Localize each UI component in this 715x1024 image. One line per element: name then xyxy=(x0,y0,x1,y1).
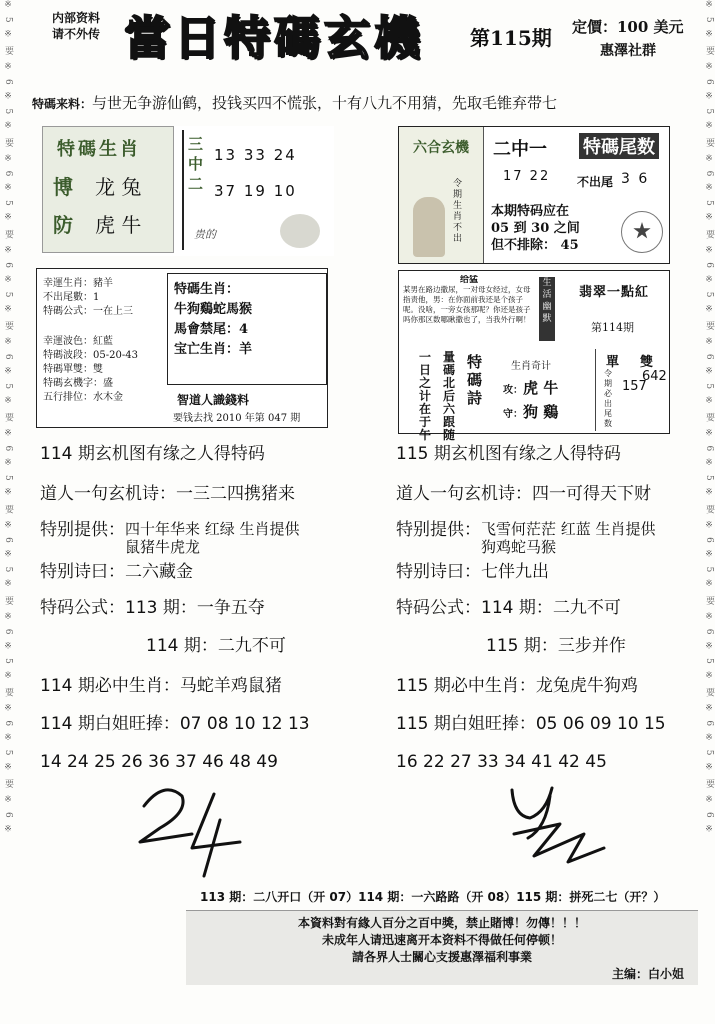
single-double-box xyxy=(595,349,668,431)
guard-zodiacs: 虎 牛 xyxy=(95,213,142,237)
liuhe-title: 六合玄機 xyxy=(413,140,469,156)
tail-exclude-value: 3 6 xyxy=(621,171,650,187)
left-line-4: 特别诗曰：二六藏金 xyxy=(40,562,193,582)
results-line: 113 期：二八开口（开 07）114 期：一六路路（开 08）115 期：拼死二七（开？） xyxy=(200,890,666,904)
lucky-list xyxy=(43,277,165,405)
lost-zodiac: 宝亡生肖：羊 xyxy=(174,342,253,357)
vertical-line-2: 量碼北后六跟随 xyxy=(443,350,456,442)
range-line1: 本期特码应在 xyxy=(491,204,570,219)
lucky-item-6: 特碼單雙：雙 xyxy=(43,364,103,375)
zodiac-strategy-header: 生肖奇计 xyxy=(511,361,551,372)
left-line-1: 114 期玄机图有缘之人得特码 xyxy=(40,444,265,464)
three-in-two-row2: 37 19 10 xyxy=(214,182,297,200)
panel-jade-red xyxy=(398,270,670,442)
humor-tag: 生活幽默 xyxy=(539,277,555,341)
lucky-item-1: 幸運生肖：豬羊 xyxy=(43,278,113,289)
footer-line-3: 請各界人士關心支援惠澤福利事業 xyxy=(351,950,532,964)
left-line-8: 114 期白姐旺捧：07 08 10 12 13 xyxy=(40,714,310,734)
editor-credit: 主编：白小姐 xyxy=(611,967,684,981)
range-line2: 05 到 30 之间 xyxy=(491,221,580,236)
signature: 贵的 xyxy=(194,228,216,241)
right-line-2: 道人一句玄机诗：四一可得天下财 xyxy=(396,484,651,504)
issue-number: 第115期 xyxy=(470,26,552,50)
flower-seal-icon xyxy=(621,211,663,253)
special-zodiac-list: 牛狗鷄蛇馬猴 xyxy=(174,302,253,317)
footer-banner xyxy=(186,910,698,985)
jade-issue: 第114期 xyxy=(591,321,634,334)
range-line3 xyxy=(491,237,580,254)
vertical-line-1: 一日之计在于午 xyxy=(419,350,432,442)
story-text: 某男在路边撒尿，一对母女经过，女母指责他，男：在你面前我还是个孩子呢。没啥，一旁女孩那呢？你还是孩子吗你那区数哪瞅撒也了，当我外行啊！ xyxy=(403,285,531,324)
right-line-3: 特别提供：飞雪何茫茫 红蓝 生肖提供 狗鸡蛇马猴 xyxy=(396,520,656,556)
bet-label: 博 xyxy=(53,175,73,199)
special-zodiac-box xyxy=(167,273,327,385)
three-in-two-box xyxy=(182,130,334,250)
handwriting-left xyxy=(130,776,250,880)
right-line-8: 115 期白姐旺捧：05 06 09 10 15 xyxy=(396,714,666,734)
double-nums: 642 xyxy=(642,369,667,384)
price-label: 定價：100 美元 xyxy=(572,18,684,36)
lucky-item-4: 幸運波色：紅藍 xyxy=(43,336,113,347)
tiny-vertical-note: 令期必出尾数 xyxy=(604,369,612,428)
seal-mark xyxy=(280,214,320,248)
attack-row: 攻：虎 牛 xyxy=(503,379,559,397)
lucky-item-7: 特碼玄機字：盛 xyxy=(43,378,113,389)
right-border-strip: ※ 5 ※ 要 ※ 6 ※ 5 ※ 要 ※ 6 ※ 5 ※ 要 ※ 6 ※ 5 ※ 要 ※ 6 ※ 5 ※ 要 ※ 6 ※ 5 ※ 要 ※ 6 ※ 5 ※ 要 ※ 6 ※ 5 ※ 要 ※ 6 ※ 5 ※ 要 ※ 6 ※ xyxy=(704,0,714,837)
right-provided-a: 飞雪何茫茫 红蓝 生肖提供 xyxy=(481,520,656,538)
jade-title: 翡翠一點紅 xyxy=(579,285,650,300)
left-provided-a: 四十年华来 红绿 生肖提供 xyxy=(125,520,300,538)
poem-text: 与世无争游仙鹤，投钱买四不慌张，十有八九不用猜，先取毛锥弃带七 xyxy=(92,94,558,112)
story-title: 给猛 xyxy=(459,275,478,285)
bet-zodiacs: 龙 兔 xyxy=(95,175,142,199)
tail-exclude-label: 不出尾 xyxy=(577,175,614,189)
special-zodiac-title: 特碼生肖： xyxy=(174,282,240,297)
left-provided-b: 鼠猪牛虎龙 xyxy=(125,538,201,556)
special-poem-title: 特碼詩 xyxy=(467,353,483,407)
single-nums: 157 xyxy=(622,379,647,394)
defense-row: 守：狗 鷄 xyxy=(503,403,559,421)
footer-line-1: 本資料對有緣人百分之百中獎，禁止賭博！勿傳！！！ xyxy=(297,916,586,930)
three-in-two-row1: 13 33 24 xyxy=(214,146,297,164)
liuhe-image-box xyxy=(399,127,484,263)
poem-bar xyxy=(32,92,672,113)
poem-label: 特碼来料： xyxy=(32,97,93,111)
zodiac-title: 特碼生肖 xyxy=(57,139,141,160)
left-line-6: 114 期：二九不可 xyxy=(146,636,286,656)
lucky-item-8: 五行排位：水木金 xyxy=(43,392,123,403)
footer-text xyxy=(186,911,698,966)
footer-reference: 要钱去找 2010 年第 047 期 xyxy=(173,413,301,424)
single-label: 單 xyxy=(606,355,620,370)
left-line-2: 道人一句玄机诗：一三二四携猪来 xyxy=(40,484,295,504)
right-line-6: 115 期：三步并作 xyxy=(486,636,626,656)
right-line-9: 16 22 27 33 34 41 42 45 xyxy=(396,752,607,772)
lucky-item-2: 不出尾數：1 xyxy=(43,292,100,303)
right-line-7: 115 期必中生肖：龙兔虎牛狗鸡 xyxy=(396,676,638,696)
three-in-two-label: 三中二 xyxy=(188,135,204,193)
header-notice xyxy=(40,10,112,42)
lucky-item-5: 特碼波段：05-20-43 xyxy=(43,350,138,361)
liuhe-small-text: 令期生肖不出 xyxy=(453,179,463,244)
footer-line-2: 未成年人请迅速离开本资料不得做任何停顿！ xyxy=(321,933,562,947)
panel-tail-number xyxy=(398,126,670,264)
footer-slogan: 智道人識錢料 xyxy=(177,393,250,407)
right-line-4: 特别诗曰：七伴九出 xyxy=(396,562,549,582)
page-title: 當日特碼玄機 xyxy=(124,11,424,65)
publisher-label: 惠澤社群 xyxy=(600,43,656,59)
lucky-item-3: 特碼公式：一在上三 xyxy=(43,306,133,317)
guard-label: 防 xyxy=(53,213,73,237)
left-line-3: 特别提供：四十年华来 红绿 生肖提供 鼠猪牛虎龙 xyxy=(40,520,300,556)
left-line-9: 14 24 25 26 36 37 46 48 49 xyxy=(40,752,278,772)
left-line-7: 114 期必中生肖：马蛇羊鸡鼠猪 xyxy=(40,676,282,696)
right-provided-b: 狗鸡蛇马猴 xyxy=(481,538,557,556)
double-label: 雙 xyxy=(640,355,654,370)
left-border-strip: ※ 5 ※ 要 ※ 6 ※ 5 ※ 要 ※ 6 ※ 5 ※ 要 ※ 6 ※ 5 ※ 要 ※ 6 ※ 5 ※ 要 ※ 6 ※ 5 ※ 要 ※ 6 ※ 5 ※ 要 ※ 6 ※ 5 ※ 要 ※ 6 ※ 5 ※ 要 ※ 6 ※ xyxy=(3,0,13,837)
panel-lucky-info xyxy=(36,268,328,428)
handwriting-right xyxy=(500,776,610,872)
zodiac-image-box xyxy=(42,126,174,253)
header-notice-line2: 请不外传 xyxy=(51,27,100,41)
tail-title: 特碼尾数 xyxy=(579,133,659,159)
humor-story xyxy=(403,275,535,347)
panel-special-zodiac xyxy=(42,126,334,256)
two-in-one-badge: 二中一 xyxy=(493,139,547,160)
range-text xyxy=(491,203,580,254)
header-notice-line1: 内部资料 xyxy=(51,11,100,25)
right-line-5: 特码公式：114 期：二九不可 xyxy=(396,598,621,618)
left-line-5: 特码公式：113 期：一争五夺 xyxy=(40,598,265,618)
tail-nums: 17 22 xyxy=(503,169,551,184)
range-line3-label: 但不排除： xyxy=(491,238,557,253)
right-line-1: 115 期玄机图有缘之人得特码 xyxy=(396,444,621,464)
figure-image xyxy=(413,197,445,257)
banned-tail: 馬會禁尾：4 xyxy=(174,322,249,337)
range-line3-value: 45 xyxy=(560,238,579,253)
